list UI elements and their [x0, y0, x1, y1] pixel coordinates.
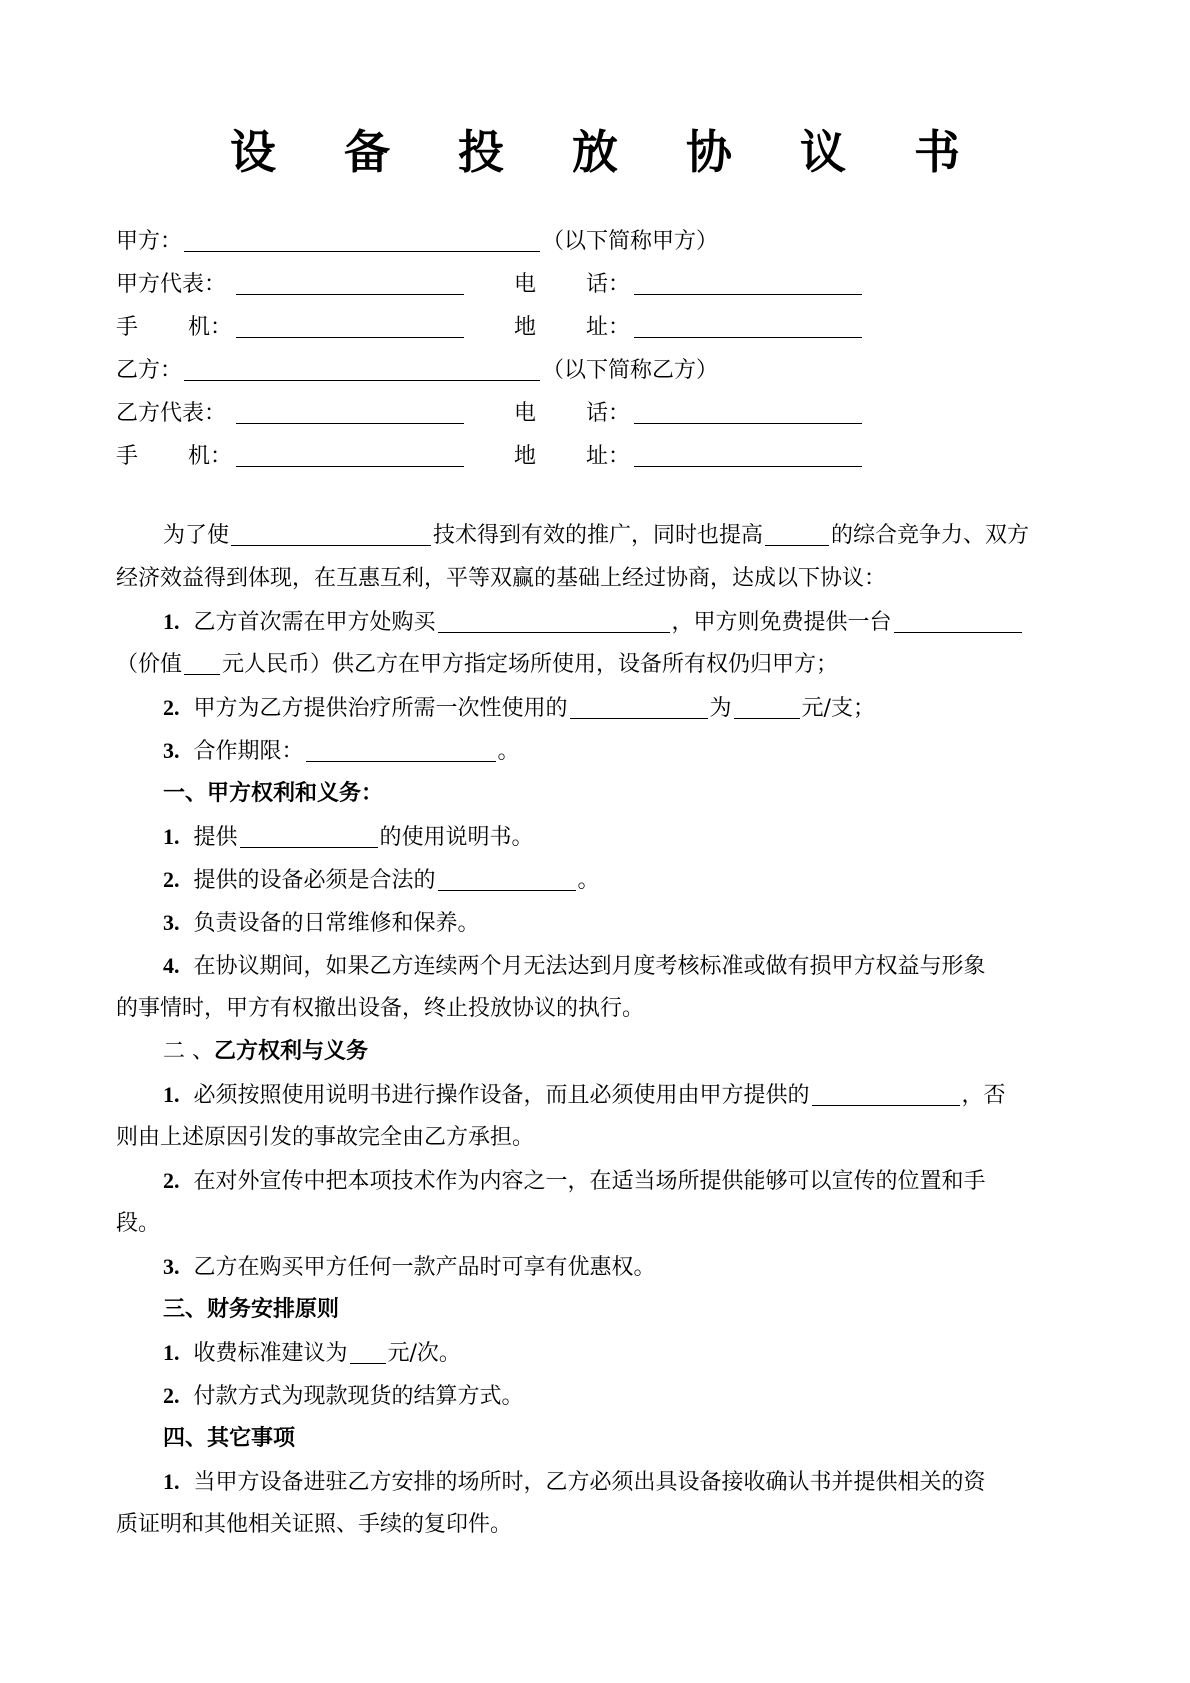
party-b-phone-blank[interactable] [634, 399, 862, 424]
s3-item-2-number: 2. [163, 1383, 180, 1408]
term-1-line-1 [163, 606, 1076, 639]
term-2-line [163, 692, 1076, 725]
s2-item-2-text-a: 在对外宣传中把本项技术作为内容之一，在适当场所提供能够可以宣传的位置和手 [193, 1169, 986, 1194]
section-2-heading [163, 1036, 1076, 1068]
term-2-text-c: 元/支； [801, 696, 875, 721]
party-a-mobile-blank[interactable] [236, 313, 464, 338]
term-1-text-b: ，甲方则免费提供一台 [671, 610, 892, 635]
address-label-char1: 地 [514, 315, 537, 340]
section-1-item-1 [163, 821, 1076, 854]
section-4-heading: 四、其它事项 [163, 1426, 296, 1451]
s2-item-3-text: 乙方在购买甲方任何一款产品时可享有优惠权。 [193, 1255, 656, 1280]
term-3-number: 3. [163, 738, 180, 763]
section-2-item-3 [163, 1251, 1076, 1284]
party-b-row [116, 355, 1076, 387]
s3-item-2-text: 付款方式为现款现货的结算方式。 [193, 1384, 524, 1409]
section-3-heading: 三、财务安排原则 [163, 1297, 340, 1322]
s1-item-2-number: 2. [163, 867, 180, 892]
mobile-label-char2: 机： [188, 315, 233, 340]
section-3-item-2 [163, 1380, 1076, 1413]
party-a-rep-blank[interactable] [236, 270, 464, 295]
phone-label-char2-b: 话： [586, 401, 631, 426]
intro-line-1 [163, 520, 1076, 552]
s2-item-1-number: 1. [163, 1082, 180, 1107]
s2-item-3-number: 3. [163, 1254, 180, 1279]
section-2-item-1-line-1 [163, 1079, 1076, 1112]
term-1-text-d: 元人民币）供乙方在甲方指定场所使用，设备所有权仍归甲方； [222, 652, 839, 677]
term-1-text-c: （价值 [116, 652, 183, 677]
term-1-line-2 [116, 649, 1076, 681]
cooperation-period-blank[interactable] [306, 737, 496, 762]
party-b-label: 乙方： [116, 358, 183, 383]
party-a-rep-label: 甲方代表： [116, 272, 227, 297]
intro-text-b: 技术得到有效的推广，同时也提高 [433, 523, 764, 548]
s1-item-3-text: 负责设备的日常维修和保养。 [193, 911, 480, 936]
s3-item-1-text-a: 收费标准建议为 [193, 1341, 348, 1366]
term-1-text-a: 乙方首次需在甲方处购买 [193, 610, 436, 635]
term-1-number: 1. [163, 609, 180, 634]
s1-item-1-number: 1. [163, 824, 180, 849]
s1-item-4-text-a: 在协议期间，如果乙方连续两个月无法达到月度考核标准或做有损甲方权益与形象 [193, 954, 986, 979]
phone-label-char1: 电 [514, 272, 537, 297]
party-a-label: 甲方： [116, 229, 183, 254]
party-a-address-blank[interactable] [634, 313, 862, 338]
intro-text-a: 为了使 [163, 523, 230, 548]
purchase-item-blank[interactable] [438, 608, 670, 633]
term-2-text-b: 为 [709, 696, 732, 721]
address-label-char2-b: 址： [586, 444, 631, 469]
s2-heading-text: 乙方权利与义务 [214, 1039, 369, 1064]
document-title: 设 备 投 放 协 议 书 [229, 125, 987, 179]
intro-line-2: 经济效益得到体现，在互惠互利，平等双赢的基础上经过协商，达成以下协议： [116, 566, 887, 591]
term-3-text-b: 。 [497, 739, 520, 764]
party-b-blank[interactable] [184, 356, 540, 381]
section-1-heading: 一、甲方权利和义务： [163, 781, 384, 806]
address-label-char1-b: 地 [514, 444, 537, 469]
s1-item-2-text-a: 提供的设备必须是合法的 [193, 868, 436, 893]
mobile-label-char1-b: 手 [116, 444, 139, 469]
phone-label-char2: 话： [586, 272, 631, 297]
section-4-item-1-line-2: 质证明和其他相关证照、手续的复印件。 [116, 1512, 513, 1537]
address-label-char2: 址： [586, 315, 631, 340]
s3-item-1-number: 1. [163, 1340, 180, 1365]
s1-item-3-number: 3. [163, 910, 180, 935]
section-1-item-2 [163, 864, 1076, 897]
phone-label-char1-b: 电 [514, 401, 537, 426]
term-3-text-a: 合作期限： [193, 739, 304, 764]
s2-item-1-text-b: ，否 [961, 1083, 1006, 1108]
s1-item-2-text-b: 。 [577, 868, 600, 893]
section-4-item-1-line-1 [163, 1466, 1076, 1499]
s2-item-1-text-a: 必须按照使用说明书进行操作设备，而且必须使用由甲方提供的 [193, 1083, 810, 1108]
fee-standard-blank[interactable] [350, 1339, 386, 1364]
s3-item-1-text-b: 元/次。 [387, 1341, 461, 1366]
party-b-address-blank[interactable] [634, 442, 862, 467]
supplied-item-blank[interactable] [812, 1081, 960, 1106]
section-3-item-1 [163, 1337, 1076, 1370]
party-b-rep-label: 乙方代表： [116, 401, 227, 426]
term-2-text-a: 甲方为乙方提供治疗所需一次性使用的 [193, 696, 568, 721]
party-a-note: （以下简称甲方） [542, 229, 719, 254]
section-2-item-2-line-2: 段。 [116, 1211, 161, 1236]
mobile-label-char2-b: 机： [188, 444, 233, 469]
party-b-note: （以下简称乙方） [542, 358, 719, 383]
technology-blank[interactable] [231, 521, 431, 546]
section-2-item-2-line-1 [163, 1165, 1076, 1198]
section-2-item-1-line-2: 则由上述原因引发的事故完全由乙方承担。 [116, 1125, 535, 1150]
section-1-item-4-line-2: 的事情时，甲方有权撤出设备，终止投放协议的执行。 [116, 996, 645, 1021]
unit-price-blank[interactable] [734, 694, 800, 719]
party-a-row [116, 226, 1076, 258]
section-1-item-3 [163, 907, 1076, 940]
s1-item-4-number: 4. [163, 953, 180, 978]
legal-cert-blank[interactable] [438, 866, 576, 891]
free-device-blank[interactable] [894, 608, 1022, 633]
disposable-item-blank[interactable] [570, 694, 708, 719]
intro-text-c: 的综合竞争力、双方 [831, 523, 1030, 548]
party-b-rep-blank[interactable] [236, 399, 464, 424]
s1-item-1-text-a: 提供 [193, 825, 238, 850]
s2-heading-prefix: 二 、 [163, 1039, 214, 1064]
competitiveness-blank[interactable] [765, 521, 829, 546]
s4-item-1-number: 1. [163, 1469, 180, 1494]
term-3-line [163, 735, 1076, 768]
device-value-blank[interactable] [184, 650, 220, 675]
party-a-phone-blank[interactable] [634, 270, 862, 295]
term-2-number: 2. [163, 695, 180, 720]
section-1-item-4-line-1 [163, 950, 1076, 983]
party-b-mobile-blank[interactable] [236, 442, 464, 467]
mobile-label-char1: 手 [116, 315, 139, 340]
party-a-blank[interactable] [184, 227, 540, 252]
s1-item-1-text-b: 的使用说明书。 [379, 825, 534, 850]
s4-item-1-text-a: 当甲方设备进驻乙方安排的场所时，乙方必须出具设备接收确认书并提供相关的资 [193, 1470, 986, 1495]
manual-item-blank[interactable] [240, 823, 378, 848]
s2-item-2-number: 2. [163, 1168, 180, 1193]
